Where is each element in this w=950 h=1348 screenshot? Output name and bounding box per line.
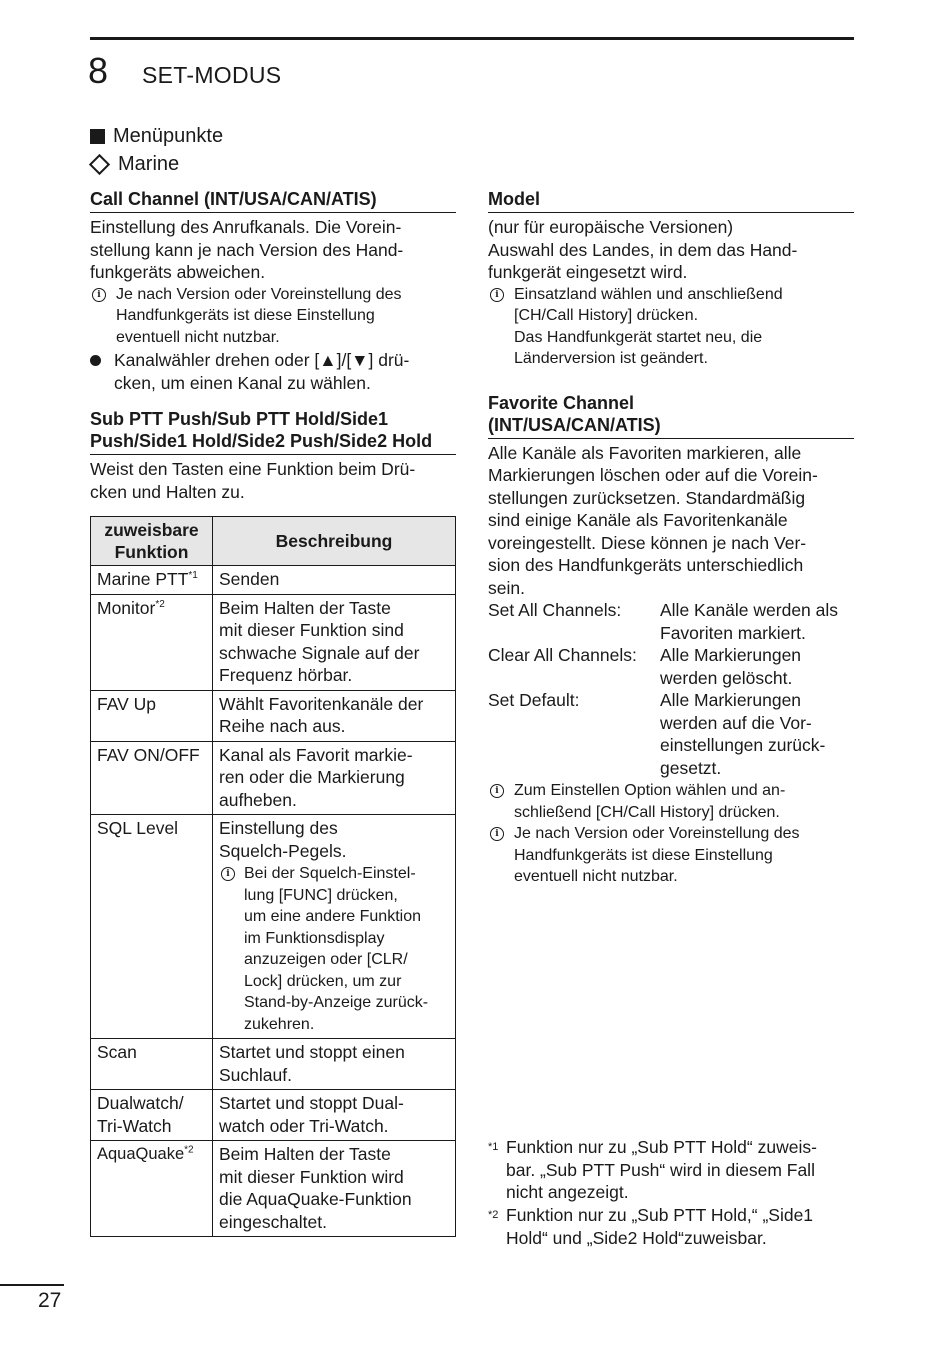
text-line: sind einige Kanäle als Favoritenkanäle (488, 510, 788, 530)
text-line: Einstellung des Anrufkanals. Die Vorein- (90, 217, 402, 237)
favorite-heading (488, 392, 854, 439)
subsection-title: Marine (118, 153, 180, 175)
note-line: zukehren. (244, 1015, 315, 1033)
text-line: stellungen zurücksetzen. Standardmäßig (488, 487, 806, 508)
option-description (660, 599, 854, 644)
text-line: sion des Handfunkgeräts unterschiedlich (488, 555, 804, 575)
text-line: stellung kann je nach Version des Hand- (90, 239, 404, 260)
note-line: Je nach Version oder Voreinstellung des (514, 825, 800, 842)
desc-line: Startet und stoppt Dual- (219, 1093, 404, 1113)
function-cell (91, 566, 213, 595)
desc-line: mit dieser Funktion wird (219, 1166, 404, 1187)
header-line: Funktion (114, 542, 189, 562)
function-name: Dualwatch/ Tri-Watch (97, 1093, 184, 1136)
description-cell (213, 1141, 456, 1237)
note-line: anzuzeigen oder [CLR/ (244, 951, 408, 968)
heading-line: Sub PTT Push/Sub PTT Hold/Side1 (90, 409, 389, 429)
desc-line: werden auf die Vor- (660, 712, 812, 733)
sub-ptt-heading (90, 408, 456, 455)
info-icon: i (490, 784, 504, 798)
option-term: Set All Channels: (488, 600, 622, 620)
text-line: Alle Kanäle als Favoriten markieren, alle (488, 442, 802, 463)
section-title: Menüpunkte (113, 125, 224, 147)
footnote (488, 1204, 876, 1249)
description-cell (213, 1039, 456, 1090)
desc-line: Squelch-Pegels. (219, 840, 347, 861)
text-line: Auswahl des Landes, in dem das Hand- (488, 239, 798, 260)
call-channel-text (90, 216, 456, 284)
table-row (91, 1039, 456, 1090)
model-text (488, 216, 854, 284)
sql-level-note (219, 863, 449, 1035)
desc-line: Beim Halten der Taste (219, 1144, 391, 1164)
filled-square-icon (90, 129, 105, 144)
column-header-function (91, 517, 213, 566)
function-name: FAV Up (97, 693, 157, 714)
function-name: FAV ON/OFF (97, 744, 200, 765)
note-line: um eine andere Funktion (244, 908, 421, 925)
desc-line: Frequenz hörbar. (219, 665, 353, 685)
desc-line: ren oder die Markierung (219, 767, 405, 787)
desc-line: Einstellung des (219, 818, 338, 838)
call-channel-step (90, 349, 456, 394)
table-row (91, 1090, 456, 1141)
heading-line: Favorite Channel (488, 392, 635, 413)
section-heading (90, 125, 223, 148)
top-rule (90, 37, 854, 40)
right-column (488, 188, 854, 888)
note-line: Einsatzland wählen und anschließend (514, 285, 783, 303)
description-cell (213, 566, 456, 595)
desc-line: aufheben. (219, 789, 297, 810)
chapter-title: SET-MODUS (142, 62, 282, 88)
chapter-number: 8 (88, 50, 109, 91)
function-name: Marine PTT (97, 569, 189, 589)
function-cell (91, 1090, 213, 1141)
text-line: sein. (488, 577, 525, 598)
description-cell (213, 1090, 456, 1141)
note-line: schließend [CH/Call History] drücken. (514, 803, 780, 821)
favorite-note (488, 780, 854, 823)
function-cell (91, 815, 213, 1039)
model-heading: Model (488, 188, 854, 213)
footnote (488, 1136, 876, 1204)
note-line: Stand-by-Anzeige zurück- (244, 994, 429, 1011)
footnote-line: Funktion nur zu „Sub PTT Hold,“ „Side1 (506, 1205, 814, 1225)
text-line: cken und Halten zu. (90, 481, 245, 502)
function-name: SQL Level (97, 818, 179, 838)
desc-line: die AquaQuake-Funktion (219, 1189, 412, 1209)
footnote-line: bar. „Sub PTT Push“ wird in diesem Fall (506, 1159, 815, 1180)
note-line: Bei der Squelch-Einstel- (244, 865, 416, 882)
option-definitions (488, 599, 854, 779)
table-row (91, 815, 456, 1039)
function-name: AquaQuake (97, 1145, 185, 1163)
footnote-line: nicht angezeigt. (506, 1182, 629, 1202)
function-name: Monitor (97, 597, 156, 618)
table-row (91, 741, 456, 815)
note-line: Das Handfunkgerät startet neu, die (514, 328, 763, 346)
footnote-mark: *2 (488, 1209, 499, 1221)
footnote-line: Hold“ und „Side2 Hold“zuweisbar. (506, 1227, 767, 1248)
text-line: funkgerät eingesetzt wird. (488, 262, 688, 282)
function-table (90, 516, 456, 1237)
option-term: Set Default: (488, 690, 580, 710)
note-line: im Funktionsdisplay (244, 929, 385, 947)
function-cell (91, 594, 213, 690)
description-cell (213, 741, 456, 815)
info-icon: i (490, 827, 504, 841)
function-cell (91, 1039, 213, 1090)
note-line: Je nach Version oder Voreinstellung des (116, 285, 402, 303)
table-row (91, 594, 456, 690)
desc-line: Suchlauf. (219, 1064, 292, 1085)
text-line: funkgeräts abweichen. (90, 262, 266, 282)
footnote-mark: *2 (155, 598, 165, 610)
function-cell (91, 741, 213, 815)
desc-line: schwache Signale auf der (219, 642, 420, 663)
header-line: zuweisbare (104, 520, 199, 540)
table-row (91, 1141, 456, 1237)
desc-line: Startet und stoppt einen (219, 1042, 405, 1062)
info-icon: i (490, 288, 504, 302)
desc-line: Kanal als Favorit markie- (219, 744, 413, 765)
column-header-description: Beschreibung (213, 517, 456, 566)
subsection-heading (90, 153, 179, 176)
note-line: eventuell nicht nutzbar. (116, 328, 280, 346)
note-line: [CH/Call History] drücken. (514, 307, 699, 324)
note-line: Lock] drücken, um zur (244, 972, 402, 990)
desc-line: Reihe nach aus. (219, 716, 346, 736)
option-description (660, 644, 854, 689)
desc-line: Alle Kanäle werden als (660, 600, 839, 620)
description-cell (213, 690, 456, 741)
table-header-row (91, 517, 456, 566)
note-line: Zum Einstellen Option wählen und an- (514, 782, 786, 799)
footnote-mark: *1 (488, 1141, 499, 1153)
left-column (90, 188, 456, 1237)
desc-line: einstellungen zurück- (660, 735, 826, 755)
info-icon: i (221, 867, 235, 881)
text-line: Markierungen löschen oder auf die Vorein- (488, 465, 818, 485)
note-line: lung [FUNC] drücken, (244, 886, 398, 904)
table-row (91, 690, 456, 741)
heading-line: (INT/USA/CAN/ATIS) (488, 414, 661, 435)
text-line: Weist den Tasten eine Funktion beim Drü- (90, 459, 416, 479)
table-row (91, 566, 456, 595)
desc-line: eingeschaltet. (219, 1211, 327, 1232)
page-number-rule (0, 1284, 64, 1286)
note-line: Handfunkgeräts ist diese Einstellung (116, 307, 375, 324)
desc-line: Senden (219, 569, 280, 589)
option-description (660, 689, 854, 779)
info-icon: i (92, 288, 106, 302)
function-cell (91, 1141, 213, 1237)
favorite-note (488, 823, 854, 888)
note-line: Handfunkgeräts ist diese Einstellung (514, 846, 773, 864)
heading-line: Push/Side1 Hold/Side2 Push/Side2 Hold (90, 431, 433, 451)
call-channel-heading: Call Channel (INT/USA/CAN/ATIS) (90, 188, 456, 213)
model-note (488, 284, 854, 370)
footnote-mark: *1 (188, 570, 198, 582)
desc-line: watch oder Tri-Watch. (219, 1115, 389, 1136)
note-line: eventuell nicht nutzbar. (514, 868, 678, 885)
description-cell (213, 815, 456, 1039)
note-line: Länderversion ist geändert. (514, 350, 708, 367)
desc-line: Wählt Favoritenkanäle der (219, 693, 424, 714)
desc-line: Alle Markierungen (660, 690, 802, 710)
step-line: Kanalwähler drehen oder [▲]/[▼] drü- (114, 350, 410, 370)
text-line: voreingestellt. Diese können je nach Ver- (488, 532, 807, 553)
diamond-icon (89, 154, 110, 175)
bullet-icon (90, 355, 101, 366)
desc-line: werden gelöscht. (660, 667, 793, 688)
text-line: (nur für europäische Versionen) (488, 217, 734, 237)
desc-line: Alle Markierungen (660, 645, 802, 665)
function-cell (91, 690, 213, 741)
footnote-line: Funktion nur zu „Sub PTT Hold“ zuweis- (506, 1137, 817, 1157)
desc-line: mit dieser Funktion sind (219, 620, 404, 640)
function-name: Scan (97, 1042, 137, 1062)
option-term: Clear All Channels: (488, 645, 637, 665)
call-channel-note (90, 284, 456, 349)
step-line: cken, um einen Kanal zu wählen. (114, 372, 371, 393)
sub-ptt-text (90, 458, 456, 503)
description-cell (213, 594, 456, 690)
desc-line: Favoriten markiert. (660, 622, 806, 643)
favorite-text (488, 442, 854, 600)
desc-line: gesetzt. (660, 757, 722, 778)
footnote-mark: *2 (184, 1144, 194, 1156)
page-number: 27 (38, 1289, 62, 1312)
desc-line: Beim Halten der Taste (219, 597, 391, 618)
